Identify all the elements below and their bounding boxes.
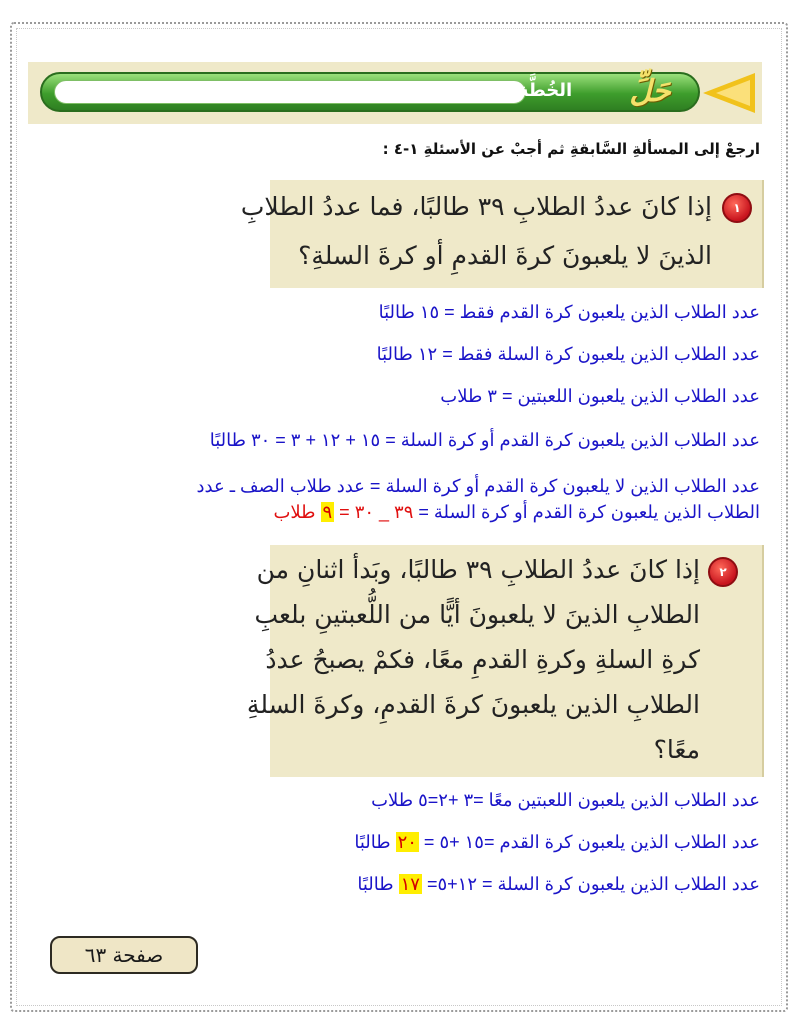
section-title: حَلِّ [629,74,671,109]
question-1-line-1: إذا كانَ عددُ الطلابِ ٣٩ طالبًا، فما عددُ الطلابِ [240,192,712,221]
answer-1-line-5: عدد الطلاب الذين لا يلعبون كرة القدم أو كرة السلة = عدد طلاب الصف ـ عدد [196,476,760,496]
arrow-icon-inner [716,80,750,106]
header-bar-highlight [54,80,526,104]
answer-2-line-2-prefix: عدد الطلاب الذين يلعبون كرة القدم =١٥ +٥ = [418,832,760,852]
answer-2-result-basketball: ١٧ [400,874,420,894]
answer-1-equation: ٣٩ _ ٣٠ = [334,502,414,522]
answer-1-line-1: عدد الطلاب الذين يلعبون كرة القدم فقط = ١٥ طالبًا [378,302,760,322]
instruction-text: ارجعْ إلى المسألةِ السَّابقةِ ثم أجبْ عن الأسئلةِ ١-٤ : [382,140,760,158]
answer-1-line-6-prefix: الطلاب الذين يلعبون كرة القدم أو كرة السلة = [413,502,760,522]
question-2-line-3: كرةِ السلةِ وكرةِ القدمِ معًا، فكمْ يصبحُ عددُ [265,645,700,674]
question-2-line-2: الطلابِ الذينَ لا يلعبونَ أيًّا من اللُّعبتينِ بلعبِ [254,600,700,629]
answer-2-line-2-suffix: طالبًا [354,832,396,852]
answer-2-line-1: عدد الطلاب الذين يلعبون اللعبتين معًا =٣ +٢=٥ طلاب [371,790,760,810]
question-2-badge: ٢ [708,557,738,587]
answer-1-line-2: عدد الطلاب الذين يلعبون كرة السلة فقط = ١٢ طالبًا [376,344,760,364]
question-1-line-2: الذينَ لا يلعبونَ كرةَ القدمِ أو كرةَ السلةِ؟ [298,241,712,270]
answer-2-result-football: ٢٠ [397,832,417,852]
answer-1-line-4: عدد الطلاب الذين يلعبون كرة القدم أو كرة السلة = ١٥ + ١٢ + ٣ = ٣٠ طالبًا [209,430,760,450]
answer-2-line-3 [357,874,760,895]
answer-1-result: ٩ [322,502,333,522]
question-2-line-1: إذا كانَ عددُ الطلابِ ٣٩ طالبًا، وبَدأ اثنانِ من [256,555,700,584]
question-1-badge: ١ [722,193,752,223]
answer-2-line-2 [354,832,760,853]
question-2-line-5: معًا؟ [653,735,700,764]
question-2-line-4: الطلابِ الذين يلعبونَ كرةَ القدمِ، وكرةَ السلةِ [246,690,700,719]
answer-2-line-3-prefix: عدد الطلاب الذين يلعبون كرة السلة = ١٢+٥= [421,874,760,894]
answer-1-line-3: عدد الطلاب الذين يلعبون اللعبتين = ٣ طلاب [440,386,760,406]
answer-1-suffix: طلاب [273,502,321,522]
answer-1-line-6 [273,502,760,523]
page-number-badge: صفحة ٦٣ [50,936,198,974]
section-subtitle: الخُطَّة [517,80,573,101]
answer-2-line-3-suffix: طالبًا [357,874,399,894]
